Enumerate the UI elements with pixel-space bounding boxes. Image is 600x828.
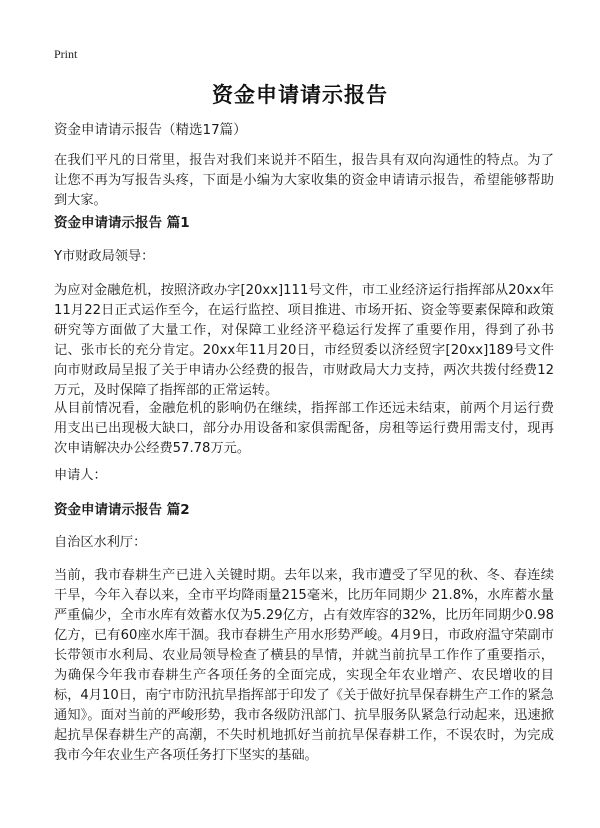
section-heading: 资金申请请示报告 篇2 [54, 502, 190, 518]
section-salutation: Y市财政局领导： [54, 249, 155, 264]
section-heading: 资金申请请示报告 篇1 [54, 215, 190, 231]
document-title: 资金申请请示报告 [212, 83, 388, 107]
section-salutation: 自治区水利厅： [54, 535, 147, 550]
section-paragraph: 当前，我市春耕生产已进入关键时期。去年以来，我市遭受了罕见的秋、冬、春连续干旱，今年入春以来，全市平均降雨量215毫米，比历年同期少 21.8%，水库蓄水量严重偏少，全市水库有效蓄水仅为5.29亿方，占有效库容的32%，比历年同期少0.98亿方，已有60座水库干涸。我市春耕生产用水形势严峻。4月9日，市政府温守荣副市长带领市水利局、农业局领导检查了横县的旱情，并就当前抗旱工作作了重要指示，为确保今年我市春耕生产各项任务的全面完成，实现全年农业增产、农民增收的目标，4月10日，南宁市防汛抗旱指挥部于印发了《关于做好抗旱保春耕生产工作的紧急通知》。面对当前的严峻形势，我市各级防汛部门、抗旱服务队紧急行动起来，迅速掀起抗旱保春耕生产的高潮，不失时机地抓好当前抗旱保春耕工作，不误农时，为完成我市今年农业生产各项任务打下坚实的基础。 [54, 568, 554, 763]
section-paragraph: 为应对金融危机，按照济政办字[20xx]111号文件，市工业经济运行指挥部从20xx年11月22日正式运作至今，在运行监控、项目推进、市场开拓、资金等要素保障和政策研究等方面做了大量工作，对保障工业经济平稳运行发挥了重要作用，得到了孙书记、张市长的充分肯定。20xx年11月20日，市经贸委以济经贸字[20xx]189号文件向市财政局呈报了关于申请办公经费的报告，市财政局大力支持，两次共拨付经费12万元，及时保障了指挥部的正常运转。 [54, 283, 554, 398]
print-link[interactable]: Print [54, 47, 78, 61]
section-signature: 申请人： [54, 468, 107, 483]
intro-paragraph: 在我们平凡的日常里，报告对我们来说并不陌生，报告具有双向沟通性的特点。为了让您不再为写报告头疼，下面是小编为大家收集的资金申请请示报告，希望能够帮助到大家。 [54, 153, 554, 208]
document-subtitle: 资金申请请示报告（精选17篇） [54, 122, 247, 138]
section-paragraph: 从目前情况看，金融危机的影响仍在继续，指挥部工作还远未结束，前两个月运行费用支出已出现极大缺口，部分办用设备和家俱需配备，房租等运行费用需支付，现再次申请解决办公经费57.78万元。 [54, 401, 554, 456]
